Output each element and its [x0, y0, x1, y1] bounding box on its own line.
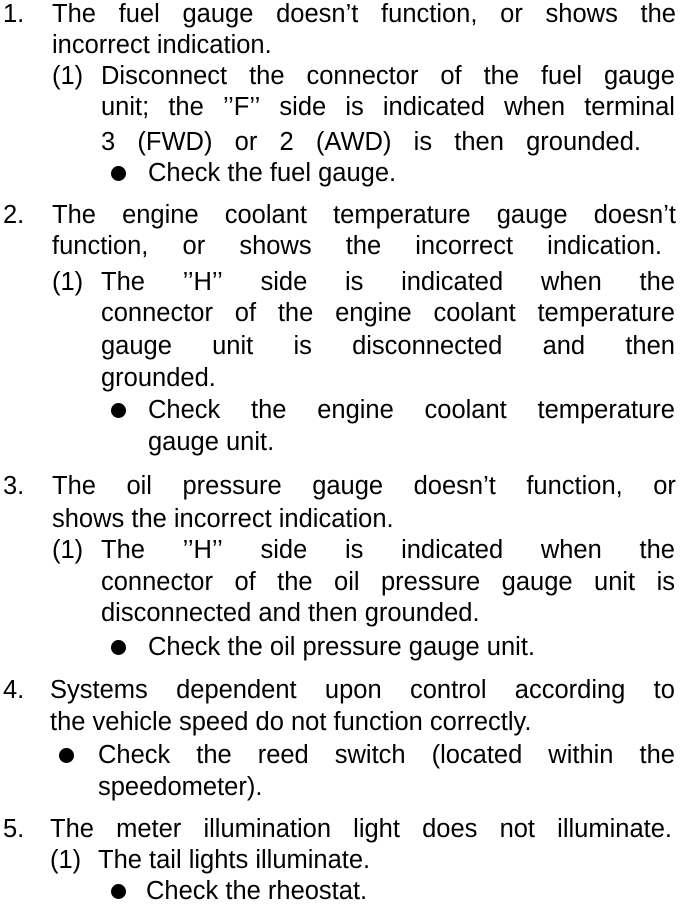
- item-3-sub-1-line-2: connector of the oil pressure gauge unit is: [101, 568, 675, 596]
- item-2-check-line-2: gauge unit.: [148, 428, 275, 456]
- item-2-sub-1-line-1: The ’’H’’ side is indicated when the: [101, 268, 675, 296]
- item-1-sub-1-line-1: Disconnect the connector of the fuel gauge: [101, 62, 675, 90]
- item-5-sub-1-label: (1): [50, 846, 82, 874]
- item-3-number: 3.: [3, 472, 25, 500]
- item-2-check-line-1: Check the engine coolant temperature: [148, 396, 675, 424]
- item-2-text-line-2: function, or shows the incorrect indication.: [52, 232, 662, 260]
- item-1-check-line-1: Check the fuel gauge.: [148, 159, 397, 187]
- item-1-text-line-2: incorrect indication.: [52, 31, 272, 59]
- bullet-icon: [59, 748, 74, 763]
- item-2-number: 2.: [3, 201, 25, 229]
- item-3-text-line-2: shows the incorrect indication.: [52, 505, 394, 533]
- item-1-sub-1-label: (1): [52, 62, 84, 90]
- item-5-check-line-1: Check the rheostat.: [146, 877, 368, 905]
- item-1-number: 1.: [3, 0, 25, 28]
- item-2-sub-1-label: (1): [52, 268, 84, 296]
- item-4-number: 4.: [3, 676, 25, 704]
- item-2-sub-1-line-3: gauge unit is disconnected and then: [101, 332, 675, 360]
- item-3-sub-1-label: (1): [52, 536, 84, 564]
- item-3-sub-1-line-1: The ’’H’’ side is indicated when the: [101, 536, 675, 564]
- item-2-sub-1-line-4: grounded.: [101, 364, 216, 392]
- item-3-check-line-1: Check the oil pressure gauge unit.: [148, 633, 535, 661]
- bullet-icon: [111, 166, 126, 181]
- bullet-icon: [111, 884, 126, 899]
- item-4-text-line-2: the vehicle speed do not function correctly.: [50, 708, 532, 736]
- item-3-text-line-1: The oil pressure gauge doesn’t function, or: [52, 472, 676, 500]
- item-1-text-line-1: The fuel gauge doesn’t function, or shows the: [52, 0, 676, 28]
- item-4-text-line-1: Systems dependent upon control according to: [50, 676, 675, 704]
- item-2-sub-1-line-2: connector of the engine coolant temperature: [101, 299, 675, 327]
- bullet-icon: [111, 640, 126, 655]
- item-3-sub-1-line-3: disconnected and then grounded.: [101, 599, 480, 627]
- item-2-text-line-1: The engine coolant temperature gauge doesn’t: [52, 201, 676, 229]
- item-1-sub-1-line-3: 3 (FWD) or 2 (AWD) is then grounded.: [101, 128, 641, 156]
- bullet-icon: [111, 403, 126, 418]
- item-5-sub-1-line-1: The tail lights illuminate.: [98, 846, 371, 874]
- item-4-check-line-2: speedometer).: [98, 773, 263, 801]
- item-4-check-line-1: Check the reed switch (located within the: [98, 741, 675, 769]
- item-5-text-line-1: The meter illumination light does not illuminate.: [50, 815, 672, 843]
- item-5-number: 5.: [3, 815, 25, 843]
- item-1-sub-1-line-2: unit; the ’’F’’ side is indicated when terminal: [101, 93, 675, 121]
